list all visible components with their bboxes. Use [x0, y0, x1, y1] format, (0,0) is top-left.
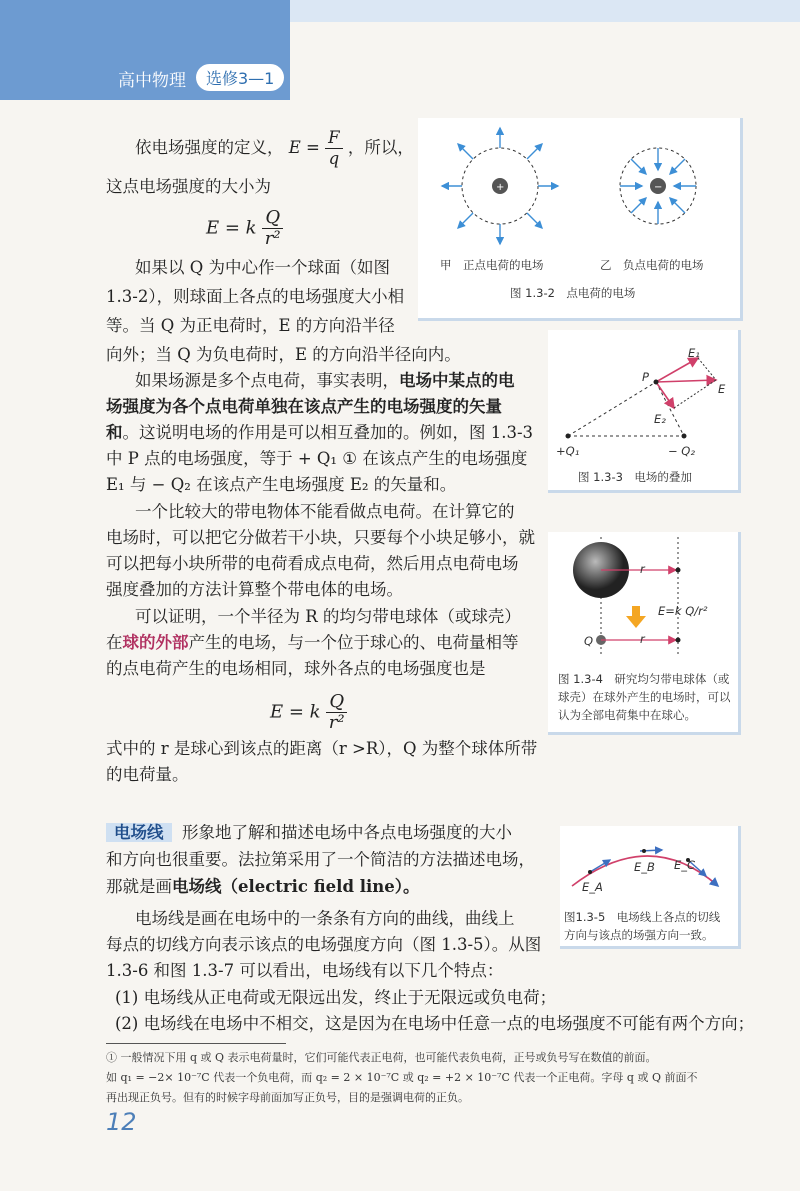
field-superposition-diagram: [548, 330, 738, 460]
paragraph-line: 的点电荷产生的电场相同，球外各点的电场强度也是: [106, 659, 486, 678]
den: r²: [328, 712, 345, 733]
text: 如果场源是多个点电荷，事实表明，: [135, 371, 399, 390]
footnote-line: 再出现正负号。但有的时候字母前面加写正负号，目的是强调电荷的正负。: [106, 1091, 469, 1104]
label-q: Q: [584, 634, 594, 648]
paragraph-line: 等。当 Q 为正电荷时，E 的方向沿半径: [106, 316, 395, 335]
label-e2: E₂: [654, 412, 666, 426]
label-r: r: [640, 632, 645, 646]
eq-ek: E = k: [270, 701, 321, 723]
paragraph-line: 强度叠加的方法计算整个带电体的电场。: [106, 580, 403, 599]
footnote-line: 如 q₁ = −2× 10⁻⁷C 代表一个负电荷，而 q₂ = 2 × 10⁻⁷C 或 q₂ = +2 × 10⁻⁷C 代表一个正电荷。字母 q 或 Q 前面不: [106, 1071, 698, 1084]
paragraph-line: 中 P 点的电场强度，等于 + Q₁ ① 在该点产生的电场强度: [106, 449, 528, 468]
bold-text: 电场线: [172, 877, 222, 896]
fraction-f-over-q: [325, 128, 342, 169]
text: 那就是画: [106, 877, 172, 896]
paragraph-line: 的电荷量。: [106, 765, 189, 784]
paragraph-line: 可以把每小块所带的电荷看成点电荷，然后用点电荷电场: [106, 554, 519, 573]
list-item: (1) 电场线从正电荷或无限远出发，终止于无限远或负电荷；: [115, 988, 557, 1007]
paragraph-line: 场强度为各个点电荷单独在该点产生的电场强度的矢量: [106, 397, 502, 416]
label-e-formula: E=k Q/r²: [658, 604, 708, 618]
figure-caption: 方向与该点的场强方向一致。: [564, 928, 714, 942]
positive-charge-field: [442, 128, 558, 244]
paragraph-line: [106, 872, 420, 902]
eq-ek: E = k: [206, 217, 257, 239]
section-title: 电场线: [106, 823, 172, 842]
figure-1-3-4: [548, 532, 741, 735]
text: 。这说明电场的作用是可以相互叠加的。例如，图 1.3-3: [122, 423, 534, 442]
paragraph-line: 可以证明，一个半径为 R 的均匀带电球体（或球壳）: [135, 607, 521, 626]
top-band: [290, 0, 800, 22]
definition-line: [135, 128, 414, 169]
negative-charge-field: [620, 148, 696, 224]
equation-coulomb-2: [270, 692, 347, 733]
bold-text: （electric field line）。: [221, 877, 420, 896]
text: 在: [106, 633, 123, 652]
label-q1: +Q₁: [556, 444, 580, 458]
paragraph-line: 一个比较大的带电物体不能看做点电荷。在计算它的: [135, 502, 515, 521]
figure-caption: 图 1.3-2 点电荷的电场: [510, 286, 636, 300]
den: r²: [264, 228, 281, 249]
paragraph-line: 这点电场强度的大小为: [106, 177, 271, 196]
paragraph-line: 1.3-6 和图 1.3-7 可以看出，电场线有以下几个特点：: [106, 961, 504, 980]
figure-1-3-5: [560, 826, 741, 949]
text: ，所以，: [347, 138, 414, 157]
text: 依电场强度的定义，: [135, 138, 284, 157]
footnote-divider: [106, 1043, 286, 1044]
label-q2: − Q₂: [668, 444, 695, 458]
figure-caption: 图 1.3-3 电场的叠加: [578, 470, 692, 484]
num: F: [325, 128, 342, 149]
svg-text:−: −: [654, 182, 663, 193]
book-title: 高中物理: [118, 71, 186, 91]
fraction-q-over-r2: [326, 692, 347, 733]
point-charge-fields-diagram: [418, 118, 740, 268]
keyword-outside-sphere: 球的外部: [122, 633, 189, 652]
equation-coulomb-1: [206, 208, 283, 249]
paragraph-line: 如果以 Q 为中心作一个球面（如图: [135, 258, 391, 277]
den: q: [328, 149, 340, 168]
paragraph-line: 向外；当 Q 为负电荷时，E 的方向沿半径向内。: [106, 345, 461, 364]
figure-caption: 图1.3-5 电场线上各点的切线: [564, 910, 721, 924]
subfigure-label-yi: 乙 负点电荷的电场: [600, 258, 704, 272]
paragraph-line: 和方向也很重要。法拉第采用了一个简洁的方法描述电场，: [106, 850, 535, 869]
figure-caption: 图 1.3-4 研究均匀带电球体（或: [558, 672, 730, 686]
paragraph-line: 式中的 r 是球心到该点的距离（r >R），Q 为整个球体所带: [106, 739, 538, 758]
figure-1-3-2: [418, 118, 743, 321]
label-r: r: [640, 562, 645, 576]
footnote-line: ① 一般情况下用 q 或 Q 表示电荷量时，它们可能代表正电荷，也可能代表负电荷，正号或负号写在数值的前面。: [106, 1051, 657, 1064]
label-e: E: [718, 382, 726, 396]
figure-caption: 球壳）在球外产生的电场时，可以: [558, 690, 731, 704]
list-item: (2) 电场线在电场中不相交，这是因为在电场中任意一点的电场强度不可能有两个方向；: [115, 1014, 755, 1033]
text: 产生的电场，与一个位于球心的、电荷量相等: [188, 633, 519, 652]
eq-e: E =: [288, 138, 320, 157]
page-number: 12: [106, 1108, 137, 1136]
label-ea: E_A: [582, 880, 603, 894]
paragraph-line: E₁ 与 − Q₂ 在该点产生电场强度 E₂ 的矢量和。: [106, 475, 457, 494]
svg-text:+: +: [496, 182, 505, 193]
fraction-q-over-r2: [262, 208, 283, 249]
label-ec: E_C: [674, 858, 696, 872]
label-e1: E₁: [688, 346, 700, 360]
paragraph-line: 每点的切线方向表示该点的电场强度方向（图 1.3-5）。从图: [106, 935, 542, 954]
figure-caption: 认为全部电荷集中在球心。: [558, 708, 696, 722]
paragraph-line: 电场时，可以把它分做若干小块，只要每个小块足够小，就: [106, 528, 535, 547]
paragraph-line: 电场线是画在电场中的一条条有方向的曲线，曲线上: [135, 909, 515, 928]
volume-badge: 选修3—1: [196, 64, 284, 91]
text: 形象地了解和描述电场中各点电场强度的大小: [182, 823, 512, 842]
label-eb: E_B: [634, 860, 655, 874]
section-intro-line: [106, 818, 512, 848]
header-band: [0, 0, 290, 100]
num: Q: [262, 208, 283, 229]
bold-text: 和: [106, 423, 123, 442]
paragraph-line: 1.3-2），则球面上各点的电场强度大小相: [106, 287, 405, 306]
bold-text: 电场中某点的电: [399, 371, 515, 390]
num: Q: [326, 692, 347, 713]
subfigure-label-jia: 甲 正点电荷的电场: [440, 258, 544, 272]
figure-1-3-3: [548, 330, 741, 493]
label-p: P: [642, 370, 649, 384]
